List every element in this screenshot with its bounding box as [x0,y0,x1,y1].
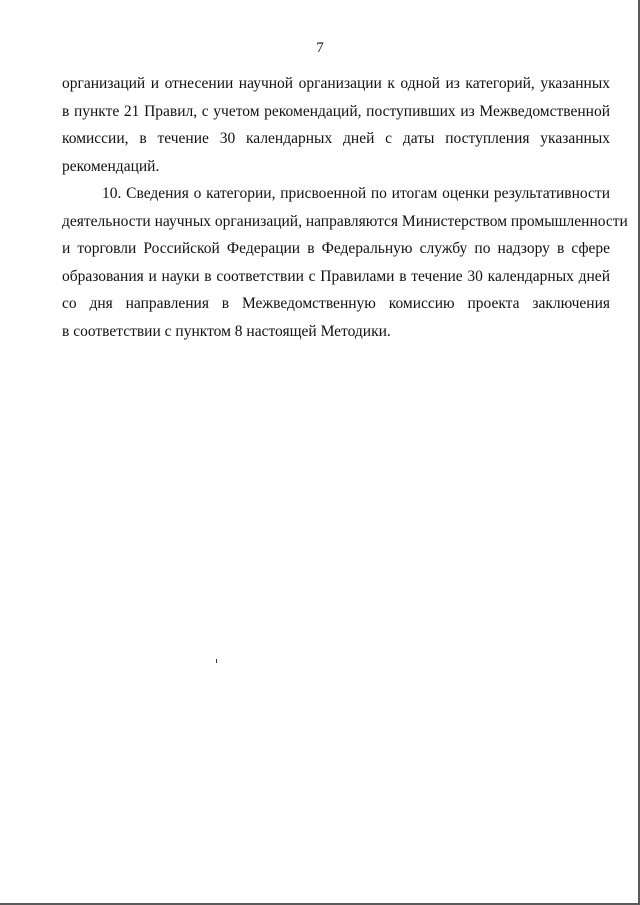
text-line: и торговли Российской Федерации в Федеральную службу по надзору в сфере [62,240,610,257]
body-text [62,70,628,345]
text-line: организаций и отнесении научной организации к одной из категорий, указанных [62,75,610,92]
text-line: со дня направления в Межведомственную комиссию проекта заключения [62,295,610,312]
paragraph-10 [62,180,628,345]
scan-artifact-mark [216,659,217,663]
text-line: образования и науки в соответствии с Правилами в течение 30 календарных дней [62,267,610,285]
text-line: деятельности научных организаций, направляются Министерством промышленности [62,212,628,230]
text-line: 10. Сведения о категории, присвоенной по итогам оценки результативности [102,185,610,202]
text-line: рекомендаций. [62,157,160,175]
text-line: комиссии, в течение 30 календарных дней с даты поступления указанных [62,130,610,147]
text-line: в пункте 21 Правил, с учетом рекомендаций, поступивших из Межведомственной [62,102,610,120]
page-number: 7 [316,40,324,56]
paragraph-continued [62,70,610,180]
text-line: в соответствии с пунктом 8 настоящей Методики. [62,322,391,340]
